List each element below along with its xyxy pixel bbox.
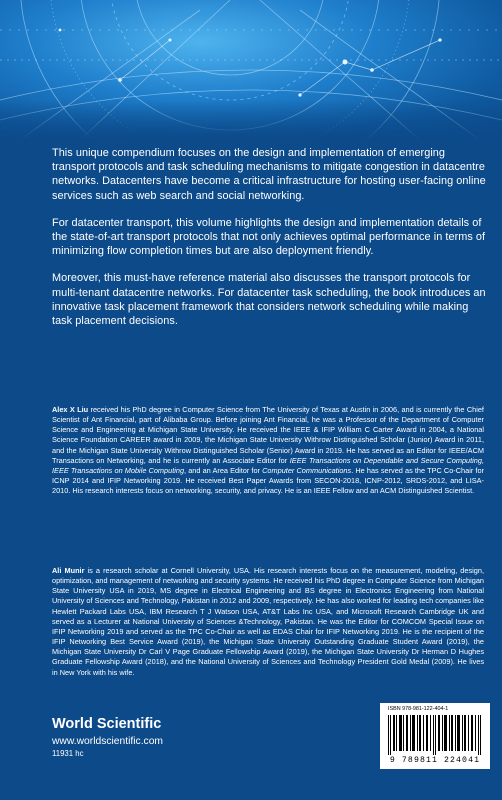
blurb-paragraph-1: This unique compendium focuses on the design and implementation of emerging transport protocols and task scheduling mechanisms to mitigate congestion in datacentre networks. Datacenters have become a critical infrastructure for hosting user-facing online services such as web search and social networking. xyxy=(52,147,486,202)
publisher-block xyxy=(52,716,252,759)
isbn-text: ISBN 978-981-122-404-1 xyxy=(388,706,449,712)
isbn-barcode xyxy=(380,703,490,769)
publisher-url: www.worldscientific.com xyxy=(52,736,164,747)
cover-artwork xyxy=(0,0,502,140)
product-code: 11931 hc xyxy=(52,749,84,758)
blurb-paragraph-2: For datacenter transport, this volume highlights the design and implementation details of the state-of-art transport protocols that not only achieves optimal performance in terms of minimizing flow completion times but are also deployment friendly. xyxy=(52,216,486,258)
author-name-liu: Alex X Liu xyxy=(52,405,89,414)
author-bio-liu: Alex X Liu received his PhD degree in Computer Science from The University of Texas at Austin in 2006, and is currently the Chief Scientist of Ant Financial, part of Alibaba Group. Before joining Ant Financial, he was a Professor of the Department of Computer Science and Engineering at Michigan State University. He received the IEEE & IFIP William C Carter Award in 2004, a National Science Foundation CAREER award in 2009, the Michigan State University Withrow Distinguished Scholar (Junior) Award in 2011, and the Michigan State University Withrow Distinguished Scholar (Senior) Award in 2019. He has served as an Editor for IEEE/ACM Transactions on Networking, and he is currently an Associate Editor for IEEE Transactions on Dependable and Secure Computing, IEEE Transactions on Mobile Computing, and an Area Editor for Computer Communications. He has served as the TPC Co-Chair for ICNP 2014 and IFIP Networking 2019. He received Best Paper Awards from SECON-2018, ICNP-2012, SRDS-2012, and LISA-2010. His research interests focus on networking, security, and privacy. He is an IEEE Fellow and an ACM Distinguished Scientist. xyxy=(52,405,484,496)
barcode-digits: 9 789811 224041 xyxy=(389,756,481,765)
blurb-paragraph-3: Moreover, this must-have reference material also discusses the transport protocols for multi-tenant datacentre networks. For datacenter task scheduling, the book introduces an innovative task placement framework that considers network scheduling while making task placement decisions. xyxy=(52,272,486,328)
cover-blurb xyxy=(52,146,486,341)
barcode-icon xyxy=(386,715,484,755)
author-bio-munir: Ali Munir is a research scholar at Cornell University, USA. His research interests focus on the measurement, modeling, design, optimization, and management of networking and security systems. He received his PhD degree in Computer Science from Michigan State University USA in 2019, MS degree in Electrical Engineering and BS degree in Electronics Engineering from National University of Sciences and Technology, Pakistan in 2012 and 2009, respectively. He has also worked for leading tech companies like Hewlett Packard Labs USA, IBM Research T J Watson USA, AT&T Labs Inc USA, and Microsoft Research Cambridge UK and served as a Lecturer at National University of Sciences &Technology, Pakistan. He was the Editor for COMCOM Special Issue on IFIP Networking 2019 and served as the TPC Co-Chair as well as EDAS Chair for IFIP Networking 2019. He is the recipient of the IFIP Networking Best Service Award (2019), the Michigan State University Outstanding Graduate Student Award (2019), the Michigan State University Dr Carl V Page Graduate Fellowship Award (2019), the Michigan State University Dr Herman D Hughes Graduate Fellowship Award (2018), and the National University of Sciences and Technology President Gold Medal (2009). He lives in New York with his wife. xyxy=(52,566,484,677)
author-name-munir: Ali Munir xyxy=(52,566,85,575)
publisher-name: World Scientific xyxy=(52,716,162,732)
